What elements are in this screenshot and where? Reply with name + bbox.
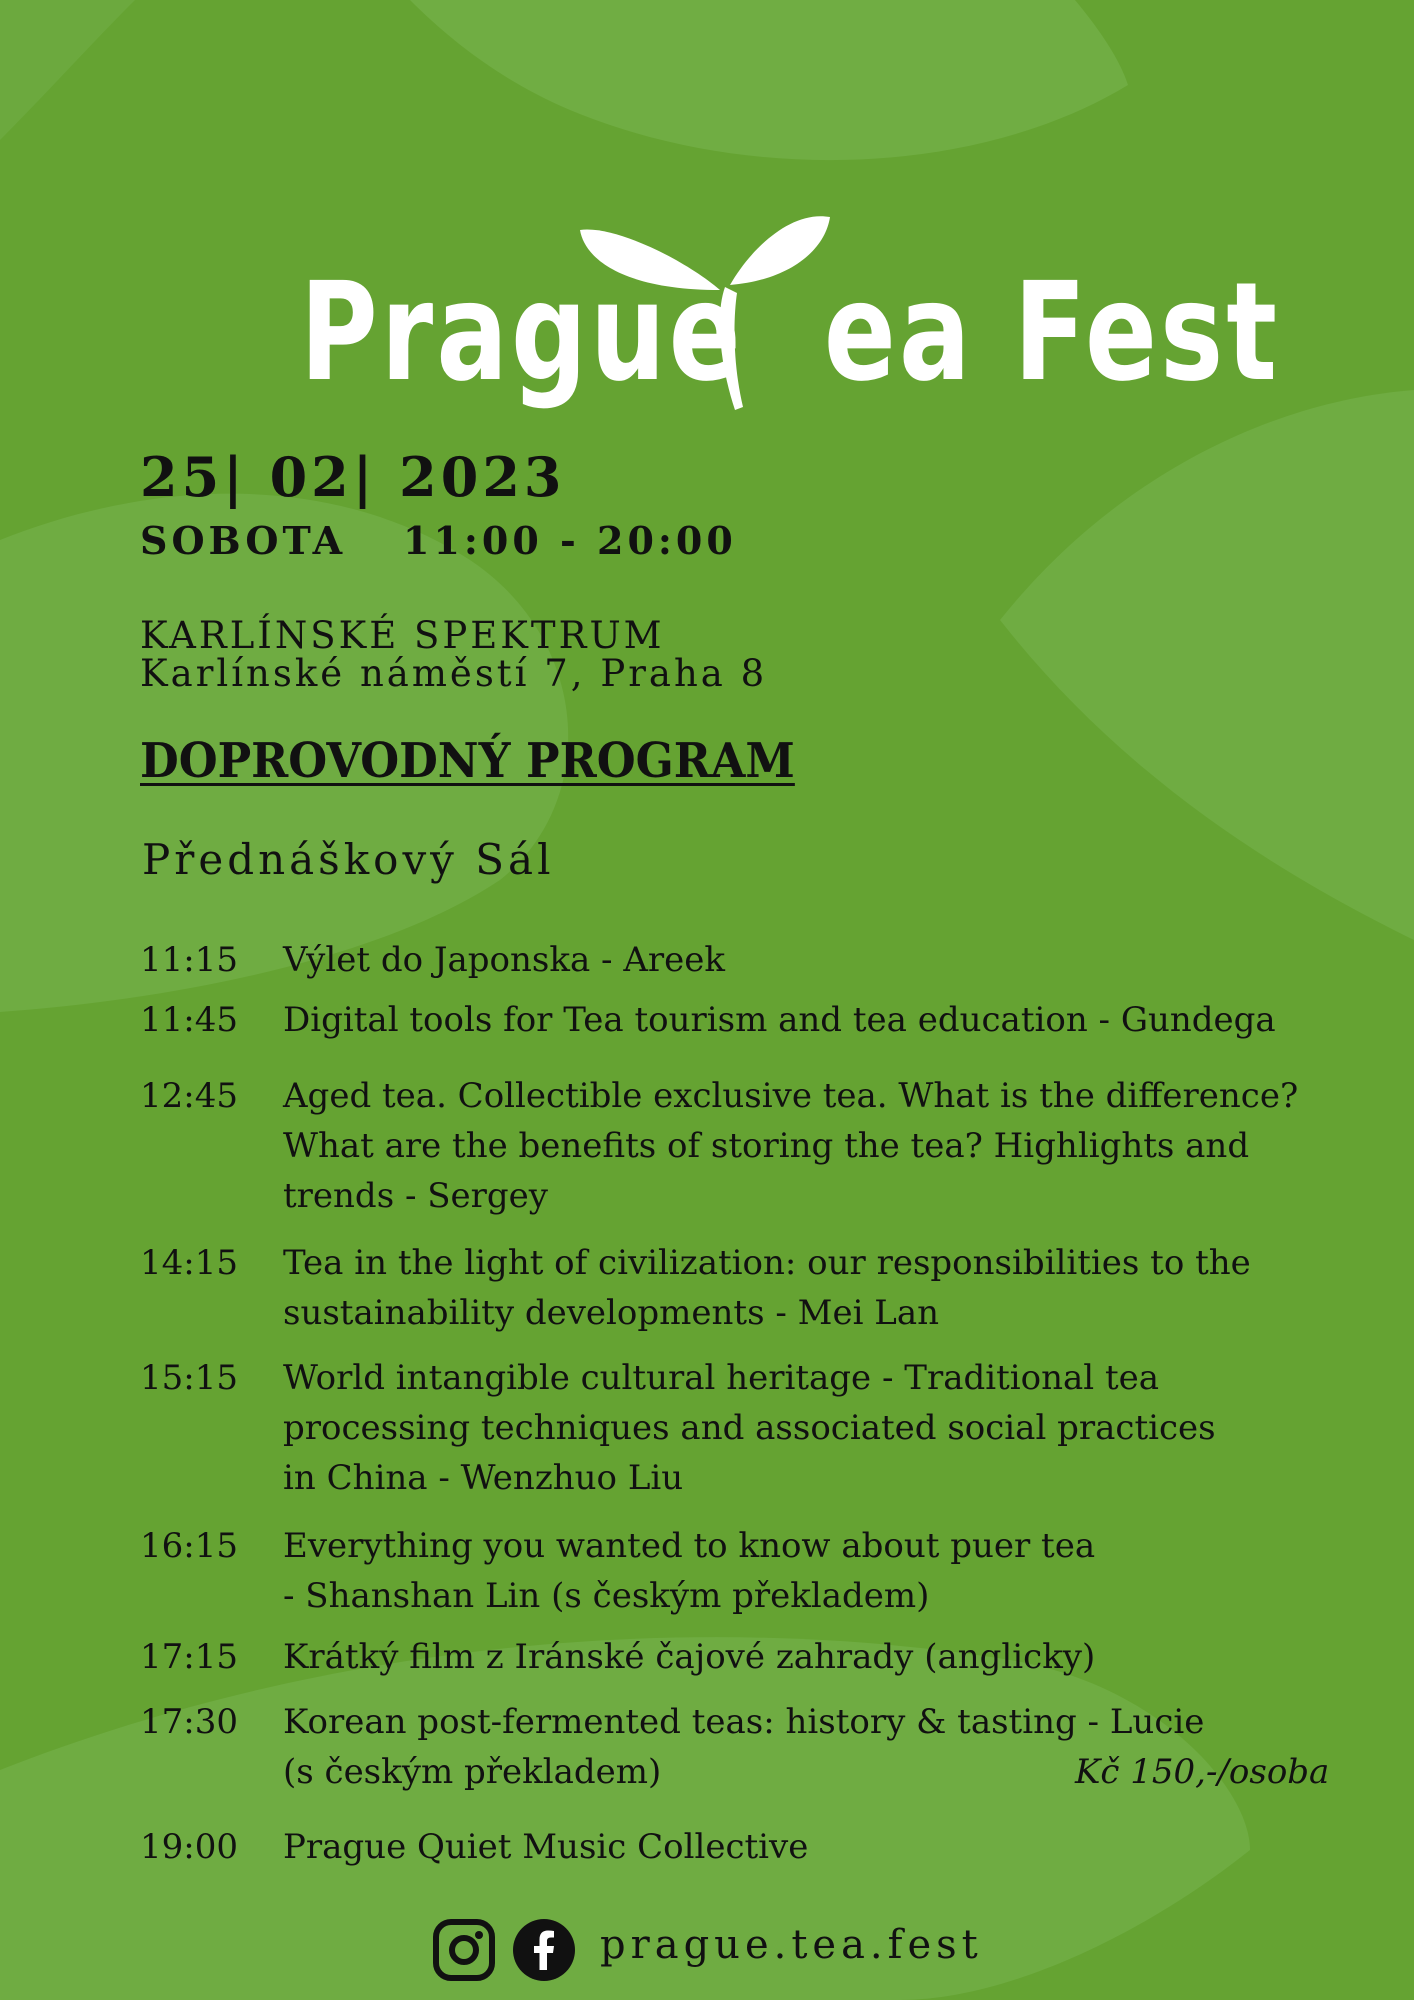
schedule-description <box>283 1632 1283 1682</box>
event-day: SOBOTA <box>140 518 347 563</box>
schedule-description-line: Everything you wanted to know about puer tea <box>283 1526 1096 1566</box>
social-handle[interactable]: prague.tea.fest <box>600 1922 983 1968</box>
logo-wordmark: Prague ea Fest <box>300 254 1281 412</box>
schedule-description-line: Digital tools for Tea tourism and tea education - Gundega <box>283 1000 1276 1040</box>
schedule-description <box>283 1071 1299 1221</box>
schedule-description-line: What are the benefits of storing the tea? Highlights and <box>283 1126 1250 1166</box>
facebook-icon[interactable] <box>512 1918 576 1982</box>
schedule-description <box>283 1238 1283 1338</box>
venue-name: KARLÍNSKÉ SPEKTRUM <box>140 614 665 657</box>
schedule-description <box>283 1353 1283 1503</box>
schedule-time: 11:45 <box>140 1000 238 1040</box>
lecture-hall-heading: Přednáškový Sál <box>142 835 555 884</box>
schedule-description-line: processing techniques and associated social practices <box>283 1408 1216 1448</box>
schedule-description-line: trends - Sergey <box>283 1176 549 1216</box>
schedule-time: 11:15 <box>140 940 238 980</box>
venue-address: Karlínské náměstí 7, Praha 8 <box>140 652 768 695</box>
schedule-description-line: Korean post-fermented teas: history & tasting - Lucie <box>283 1702 1205 1742</box>
schedule-description <box>283 1822 1283 1872</box>
schedule-description-line: World intangible cultural heritage - Traditional tea <box>283 1358 1160 1398</box>
schedule-description-line: - Shanshan Lin (s českým překladem) <box>283 1576 930 1616</box>
program-title: DOPROVODNÝ PROGRAM <box>140 733 795 789</box>
schedule-time: 14:15 <box>140 1243 238 1283</box>
schedule-description <box>283 995 1283 1045</box>
event-date: 25| 02| 2023 <box>140 445 566 509</box>
schedule-description-line: in China - Wenzhuo Liu <box>283 1458 684 1498</box>
ticket-price: Kč 150,-/osoba <box>1075 1752 1330 1792</box>
schedule-time: 12:45 <box>140 1076 238 1116</box>
event-hours: 11:00 - 20:00 <box>403 518 737 563</box>
schedule-description <box>283 935 1283 985</box>
instagram-icon[interactable] <box>432 1918 496 1982</box>
schedule-description-line: (s českým překladem) <box>283 1752 662 1792</box>
schedule-description-line: Prague Quiet Music Collective <box>283 1827 809 1867</box>
schedule-description <box>283 1521 1283 1621</box>
schedule-time: 15:15 <box>140 1358 238 1398</box>
schedule-time: 19:00 <box>140 1827 238 1867</box>
prague-tea-fest-logo <box>300 205 1281 415</box>
schedule-time: 17:15 <box>140 1637 238 1677</box>
schedule-time: 16:15 <box>140 1526 238 1566</box>
schedule-description-line: Výlet do Japonska - Areek <box>283 940 725 980</box>
schedule-description-line: Tea in the light of civilization: our responsibilities to the <box>283 1243 1251 1283</box>
schedule-description-line: Krátký film z Iránské čajové zahrady (anglicky) <box>283 1637 1096 1677</box>
schedule-description-line: sustainability developments - Mei Lan <box>283 1293 939 1333</box>
schedule-description-line: Aged tea. Collectible exclusive tea. What is the difference? <box>283 1076 1299 1116</box>
schedule-description <box>283 1697 1330 1797</box>
schedule-time: 17:30 <box>140 1702 238 1742</box>
